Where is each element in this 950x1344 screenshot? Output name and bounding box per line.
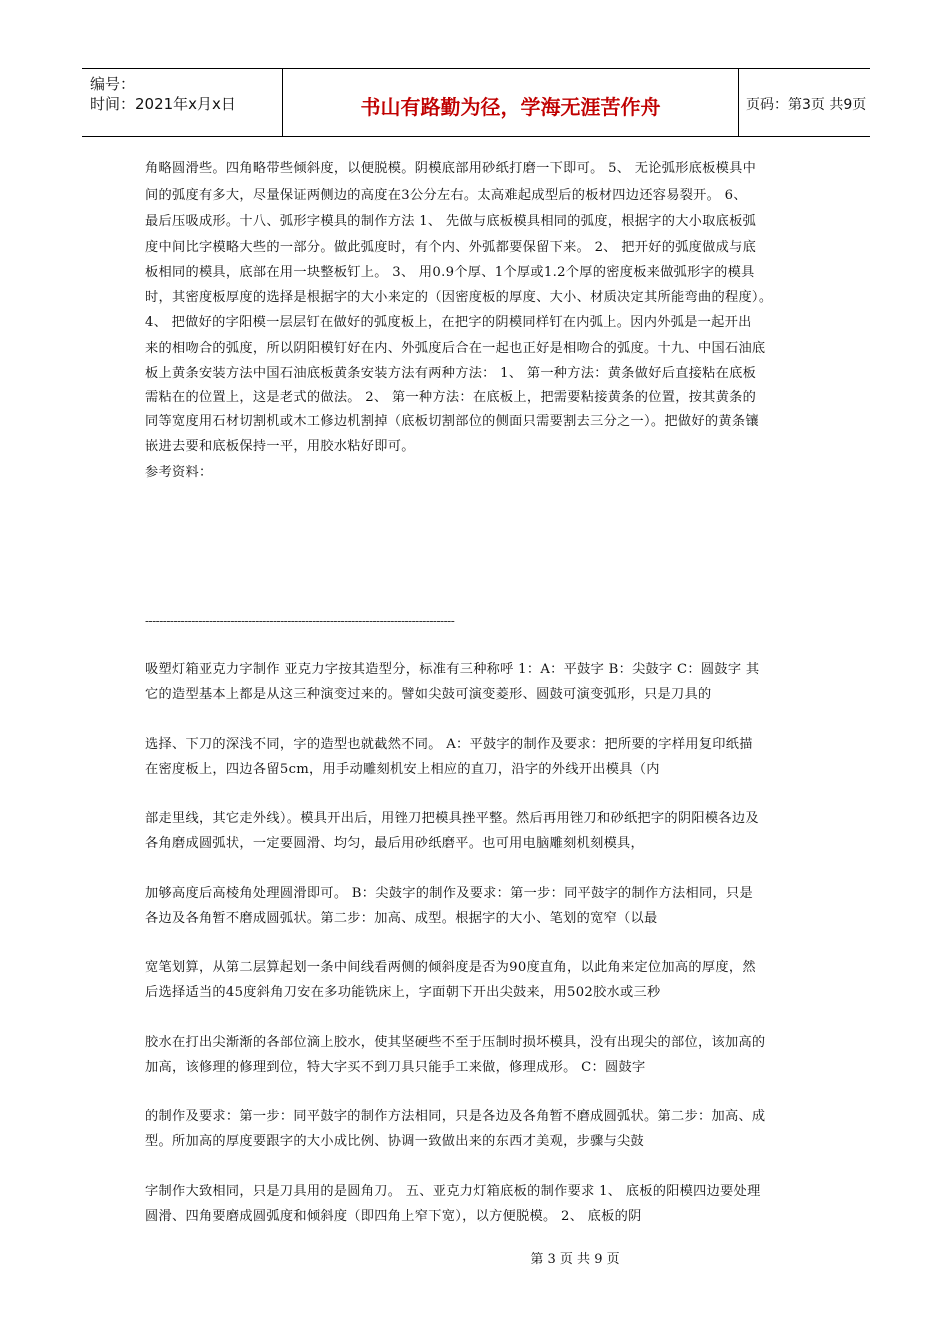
body-line: 各角磨成圆弧状，一定要圆滑、均匀，最后用砂纸磨平。也可用电脑雕刻机刻模具， [145,836,645,851]
body-line: 各边及各角暂不磨成圆弧状。第二步：加高、成型。根据字的大小、笔划的宽窄（以最 [145,911,658,926]
body-line: 宽笔划算，从第二层算起划一条中间线看两侧的倾斜度是否为90度直角，以此角来定位加高的厚度，然 [145,960,756,975]
body-line: 最后压吸成形。十八、弧形字模具的制作方法 1、 先做与底板模具相同的弧度，根据字的大小取底板弧 [145,214,757,229]
body-line: 吸塑灯箱亚克力字制作 亚克力字按其造型分，标准有三种称呼 1：A：平鼓字 B：尖鼓字 C：圆鼓字 其 [145,662,760,677]
body-line: 它的造型基本上都是从这三种演变过来的。譬如尖鼓可演变菱形、圆鼓可演变弧形，只是刀具的 [145,687,712,702]
body-line: 在密度板上，四边各留5cm，用手动雕刻机安上相应的直刀，沿字的外线开出模具（内 [145,762,660,777]
body-line: 选择、下刀的深浅不同，字的造型也就截然不同。 A：平鼓字的制作及要求：把所要的字样用复印纸描 [145,737,753,752]
body-line: 角略圆滑些。四角略带些倾斜度，以便脱模。阴模底部用砂纸打磨一下即可。 5、 无论弧形底板模具中 [145,161,757,176]
body-line: 板上黄条安装方法中国石油底板黄条安装方法有两种方法： 1、 第一种方法：黄条做好后直接粘在底板 [145,366,757,381]
body-line: 同等宽度用石材切割机或木工修边机割掉（底板切割部位的侧面只需要割去三分之一）。把做好的黄条镶 [145,414,759,429]
body-line: 时，其密度板厚度的选择是根据字的大小来定的（因密度板的厚度、大小、材质决定其所能弯曲的程度）。 [145,290,773,305]
body-line: 板相同的模具，底部在用一块整板钉上。 3、 用0.9个厚、1个厚或1.2个厚的密度板来做弧形字的模具 [145,265,755,280]
body-line: 的制作及要求：第一步：同平鼓字的制作方法相同，只是各边及各角暂不磨成圆弧状。第二步：加高、成 [145,1109,766,1124]
page-footer [0,1248,950,1267]
motto-text: 书山有路勤为径，学海无涯苦作舟 [360,95,661,119]
header-page-label: 页码：第3页 共9页 [746,97,867,113]
body-line: 圆滑、四角要磨成圆弧度和倾斜度（即四角上窄下宽），以方便脱模。 2、 底板的阴 [145,1209,642,1224]
serial-label: 编号： [90,75,136,93]
header-motto-cell [282,69,739,136]
body-line: 加高，该修理的修理到位，特大字买不到刀具只能手工来做，修理成形。 C：圆鼓字 [145,1060,646,1075]
section-divider: --------------------------------------------------------------------------------------- [145,614,455,628]
body-line: 型。所加高的厚度要跟字的大小成比例、协调一致做出来的东西才美观，步骤与尖鼓 [145,1134,645,1149]
body-line: 后选择适当的45度斜角刀安在多功能铣床上，字面朝下开出尖鼓来，用502胶水或三秒 [145,985,661,1000]
date-label: 时间：2021年x月x日 [90,95,236,113]
reference-label: 参考资料： [145,465,213,480]
footer-page-number: 第 3 页 共 9 页 [530,1252,620,1267]
header-right-cell [738,69,870,136]
body-line: 部走里线，其它走外线）。模具开出后，用锉刀把模具挫平整。然后再用锉刀和砂纸把字的阴阳模各边及 [145,811,759,826]
body-line: 加够高度后高棱角处理圆滑即可。 B：尖鼓字的制作及要求：第一步：同平鼓字的制作方法相同，只是 [145,886,753,901]
body-line: 需粘在的位置上，这是老式的做法。 2、 第一种方法：在底板上，把需要粘接黄条的位置，按其黄条的 [145,390,757,405]
body-line: 4、 把做好的字阳模一层层钉在做好的弧度板上，在把字的阴模同样钉在内弧上。因内外弧是一起开出 [145,315,752,330]
body-line: 胶水在打出尖渐渐的各部位滴上胶水，使其坚硬些不至于压制时损坏模具，没有出现尖的部位，该加高的 [145,1035,766,1050]
body-line: 间的弧度有多大，尽量保证两侧边的高度在3公分左右。太高难起成型后的板材四边还容易裂开。 6、 [145,188,747,203]
header-left-cell [82,69,282,136]
page-header [82,68,870,137]
body-line: 度中间比字模略大些的一部分。做此弧度时，有个内、外弧都要保留下来。 2、 把开好的弧度做成与底 [145,240,757,255]
body-line: 来的相吻合的弧度，所以阴阳模钉好在内、外弧度后合在一起也正好是相吻合的弧度。十九、中国石油底 [145,341,766,356]
body-line: 字制作大致相同，只是刀具用的是圆角刀。 五、亚克力灯箱底板的制作要求 1、 底板的阳模四边要处理 [145,1184,761,1199]
body-line: 嵌进去要和底板保持一平，用胶水粘好即可。 [145,439,415,454]
